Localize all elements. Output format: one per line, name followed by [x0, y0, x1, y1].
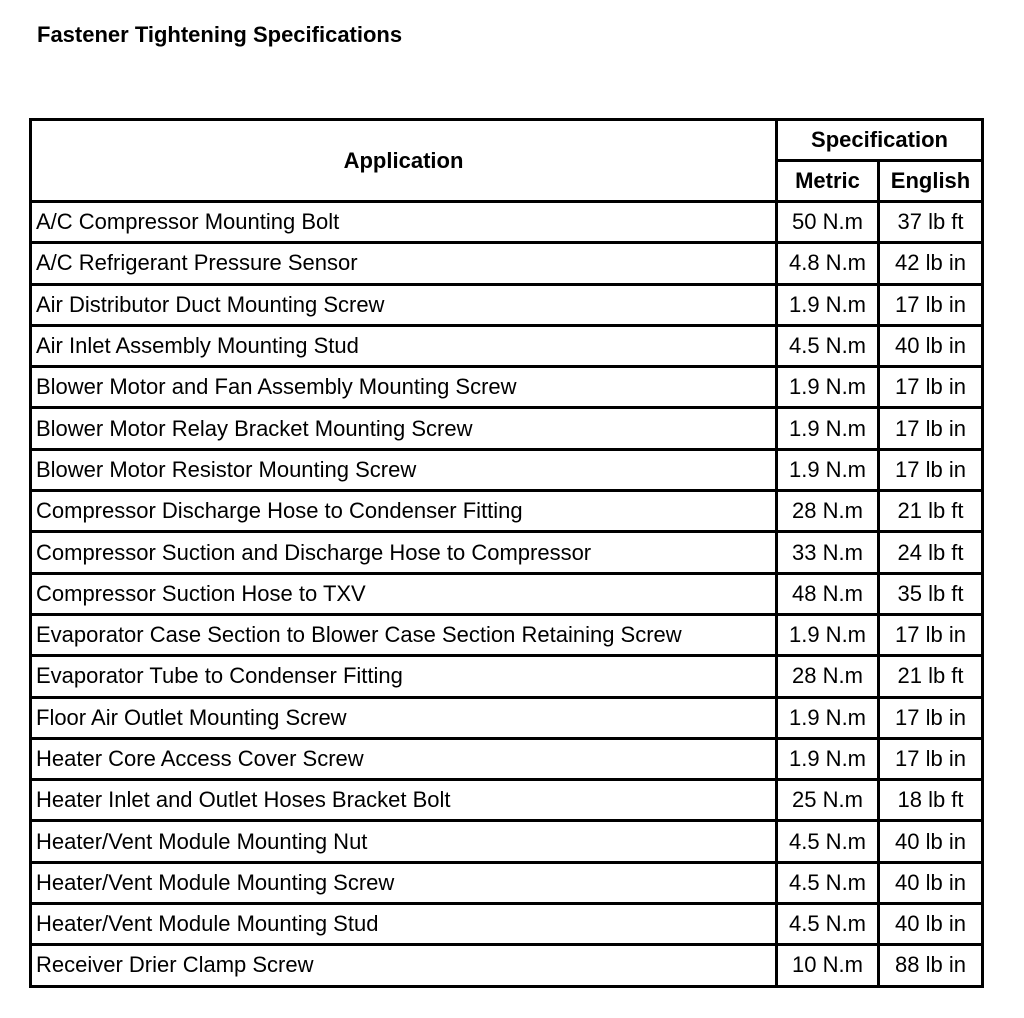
table-row: [31, 532, 983, 573]
metric-value-cell: 1.9 N.m: [777, 408, 879, 449]
table-row: [31, 945, 983, 986]
english-value-cell: 17 lb in: [879, 614, 983, 655]
metric-value-cell: 1.9 N.m: [777, 738, 879, 779]
application-cell: Compressor Discharge Hose to Condenser Fitting: [31, 491, 777, 532]
header-row-top: [31, 120, 983, 161]
application-column-header: Application: [31, 120, 777, 202]
table-row: [31, 243, 983, 284]
metric-value-cell: 25 N.m: [777, 780, 879, 821]
english-value-cell: 17 lb in: [879, 449, 983, 490]
table-row: [31, 573, 983, 614]
english-value-cell: 17 lb in: [879, 408, 983, 449]
table-row: [31, 614, 983, 655]
application-cell: Heater Core Access Cover Screw: [31, 738, 777, 779]
metric-value-cell: 50 N.m: [777, 202, 879, 243]
application-cell: Heater/Vent Module Mounting Screw: [31, 862, 777, 903]
english-value-cell: 40 lb in: [879, 862, 983, 903]
english-value-cell: 17 lb in: [879, 367, 983, 408]
english-value-cell: 40 lb in: [879, 821, 983, 862]
application-cell: Evaporator Case Section to Blower Case Section Retaining Screw: [31, 614, 777, 655]
application-cell: Heater Inlet and Outlet Hoses Bracket Bolt: [31, 780, 777, 821]
table-row: [31, 284, 983, 325]
application-cell: A/C Refrigerant Pressure Sensor: [31, 243, 777, 284]
application-cell: Floor Air Outlet Mounting Screw: [31, 697, 777, 738]
application-cell: Compressor Suction Hose to TXV: [31, 573, 777, 614]
application-cell: Receiver Drier Clamp Screw: [31, 945, 777, 986]
english-value-cell: 88 lb in: [879, 945, 983, 986]
table-row: [31, 491, 983, 532]
application-cell: Heater/Vent Module Mounting Nut: [31, 821, 777, 862]
table-row: [31, 325, 983, 366]
english-value-cell: 21 lb ft: [879, 656, 983, 697]
table-row: [31, 738, 983, 779]
english-value-cell: 21 lb ft: [879, 491, 983, 532]
metric-value-cell: 10 N.m: [777, 945, 879, 986]
metric-value-cell: 28 N.m: [777, 656, 879, 697]
metric-value-cell: 1.9 N.m: [777, 367, 879, 408]
table-row: [31, 367, 983, 408]
metric-value-cell: 48 N.m: [777, 573, 879, 614]
application-cell: Blower Motor Resistor Mounting Screw: [31, 449, 777, 490]
fastener-spec-table: [29, 118, 984, 988]
metric-value-cell: 4.5 N.m: [777, 821, 879, 862]
english-value-cell: 37 lb ft: [879, 202, 983, 243]
table-row: [31, 780, 983, 821]
metric-value-cell: 1.9 N.m: [777, 614, 879, 655]
english-value-cell: 17 lb in: [879, 284, 983, 325]
metric-column-header: Metric: [777, 161, 879, 202]
english-value-cell: 17 lb in: [879, 697, 983, 738]
metric-value-cell: 1.9 N.m: [777, 284, 879, 325]
english-value-cell: 40 lb in: [879, 325, 983, 366]
table-row: [31, 904, 983, 945]
table-row: [31, 821, 983, 862]
english-value-cell: 18 lb ft: [879, 780, 983, 821]
english-value-cell: 35 lb ft: [879, 573, 983, 614]
application-cell: Heater/Vent Module Mounting Stud: [31, 904, 777, 945]
application-cell: A/C Compressor Mounting Bolt: [31, 202, 777, 243]
english-value-cell: 17 lb in: [879, 738, 983, 779]
application-cell: Blower Motor Relay Bracket Mounting Screw: [31, 408, 777, 449]
application-cell: Air Distributor Duct Mounting Screw: [31, 284, 777, 325]
metric-value-cell: 4.5 N.m: [777, 325, 879, 366]
english-value-cell: 40 lb in: [879, 904, 983, 945]
metric-value-cell: 4.5 N.m: [777, 904, 879, 945]
table-row: [31, 202, 983, 243]
application-cell: Evaporator Tube to Condenser Fitting: [31, 656, 777, 697]
application-cell: Blower Motor and Fan Assembly Mounting Screw: [31, 367, 777, 408]
page-title: Fastener Tightening Specifications: [37, 22, 403, 47]
application-cell: Compressor Suction and Discharge Hose to Compressor: [31, 532, 777, 573]
table-header: [31, 120, 983, 202]
application-cell: Air Inlet Assembly Mounting Stud: [31, 325, 777, 366]
english-column-header: English: [879, 161, 983, 202]
table-row: [31, 408, 983, 449]
table-body: [31, 202, 983, 987]
metric-value-cell: 1.9 N.m: [777, 449, 879, 490]
metric-value-cell: 33 N.m: [777, 532, 879, 573]
metric-value-cell: 4.5 N.m: [777, 862, 879, 903]
metric-value-cell: 4.8 N.m: [777, 243, 879, 284]
table-row: [31, 656, 983, 697]
table-row: [31, 697, 983, 738]
table-row: [31, 449, 983, 490]
specification-column-header: Specification: [777, 120, 983, 161]
english-value-cell: 42 lb in: [879, 243, 983, 284]
metric-value-cell: 1.9 N.m: [777, 697, 879, 738]
metric-value-cell: 28 N.m: [777, 491, 879, 532]
table-row: [31, 862, 983, 903]
english-value-cell: 24 lb ft: [879, 532, 983, 573]
